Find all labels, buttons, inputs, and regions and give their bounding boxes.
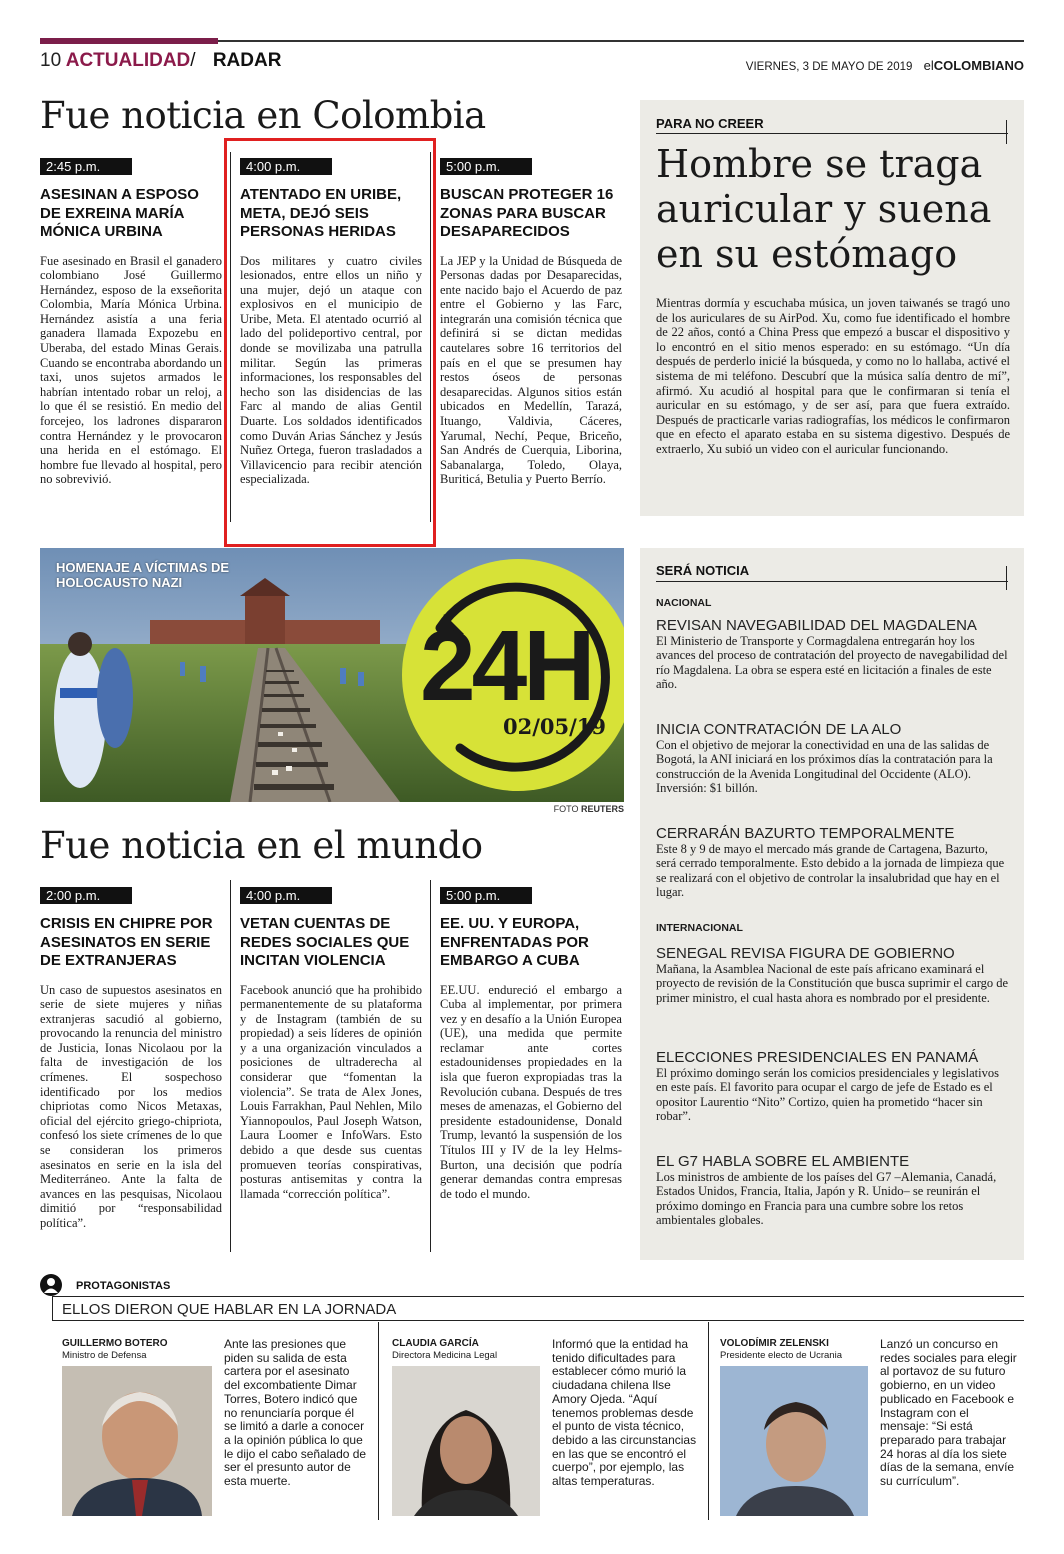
protagonist-portrait <box>62 1366 212 1516</box>
colombia-story-1 <box>40 158 222 487</box>
sera-noticia-item <box>656 945 1010 1005</box>
brand-name: COLOMBIANO <box>933 58 1024 73</box>
item-body: Los ministros de ambiente de los países del G7 –Alemania, Canadá, Estados Unidos, Francia, Italia, Japón y R. Unido– se reunirán el próximo domingo en Francia para una cumbre sobre los retos ambientales globales. <box>656 1170 997 1228</box>
story-headline: EE. UU. Y EUROPA, ENFRENTADAS POR EMBARGO A CUBA <box>440 915 589 969</box>
sera-noticia-item <box>656 1049 1010 1124</box>
header-accent-bar <box>40 38 218 44</box>
item-body: El Ministerio de Transporte y Cormagdalena entregarán hoy los avances del proceso de contratación del proyecto de navegabilidad del río Magdalena. La obra se espera esté en licitación a finales de este año. <box>656 634 1008 692</box>
story-headline: BUSCAN PROTEGER 16 ZONAS PARA BUSCAR DESAPARECIDOS <box>440 186 614 240</box>
story-body: Un caso de supuestos asesinatos en serie de siete mujeres y niñas extranjeras sacudió al gobierno, provocando la renuncia del ministro de Justicia, Ionas Nicolaou por la falta de investigación de los crímenes. El sospechoso identificado por los medios chipriotas como Nicos Metaxas, oficial del ejército griego-chipriota, confesó los siete crímenes de lo que se consideran los primeros asesinatos en serie en la isla del Mediterráneo. Ante la falta de avances en las pesquisas, Nicolaou dimitió por “responsabilidad política”. <box>40 982 222 1230</box>
protagonistas-rule <box>52 1296 53 1320</box>
story-body: EE.UU. endureció el embargo a Cuba al implementar, por primera vez y en desafío a la Unión Europea (UE), una medida que permite reclamar ante cortes estadounidenses propiedades en la isla que fueron expropiadas tras la Revolución cubana. Después de tres meses de amenazas, el Gobierno del presidente estadounidense, Donald Trump, levantó la suspensión de los Títulos III y IV de la ley Helms-Burton, una decisión que podría generar demandas contra empresas de todo el mundo. <box>440 982 622 1201</box>
item-body: El próximo domingo serán los comicios presidenciales y legislativos en este país. El favorito para ocupar el cargo de jefe de Estado es el opositor Laurentio “Nito” Cortizo, quien ha prometido “hacer sin robar”. <box>656 1066 999 1124</box>
protagonist-quote: Ante las presiones que piden su salida de esta cartera por el asesinato del excombatiente Dimar Torres, Botero indicó que no renunciaría porque él se limitó a darle a conocer a la opinión pública lo que le dijo el cabo señalado de ser el presunto autor de esta muerte. <box>224 1337 367 1489</box>
story-body: Dos militares y cuatro civiles lesionados, entre ellos un niño y una mujer, dejó un ataque con explosivos en el municipio de Uribe, Meta. El atentado ocurrió al lado del polideportivo central, por donde se movilizaba una patrulla militar. Según las primeras informaciones, los responsables del hecho son las disidencias de las Farc al mando de alias Gentil Duarte. Los soldados identificados como Duván Arias Sánchez y Jesús Nuñez Ortega, fueron trasladados a Villavicencio para recibir atención especializada. <box>240 253 422 487</box>
column-divider <box>230 880 231 1252</box>
protagonist-portrait <box>720 1366 868 1516</box>
badge-24h: 24H <box>420 610 592 722</box>
sera-noticia-item <box>656 825 1010 900</box>
story-headline: ASESINAN A ESPOSO DE EXREINA MARÍA MÓNICA URBINA <box>40 186 199 240</box>
para-no-creer-body: Mientras dormía y escuchaba música, un joven taiwanés se tragó uno de los auriculares de su AirPod. Xu, como fue identificado el hombre de 22 años, contó a China Press que empezó a buscar el dispositivo y lo encontró en el sitio menos esperado: en su estómago. “Un día después de perderlo inicié la búsqueda, y como no lo hallaba, activé el sistema de mi teléfono. Descubrí que la música salía dentro de mí”, afirmó. Xu acudió al hospital para que le confirmaran si tenía el auricular en su estómago, y de ser así, para que fuera extraído. Después de practicarle varias radiografías, los médicos le confirmaron que en efecto el aparato estaba en su sistema digestivo. Después de extraerlo, Xu subió un video con el auricular funcionando. <box>656 296 1010 456</box>
para-no-creer-label: PARA NO CREER <box>656 116 764 131</box>
time-tag: 2:00 p.m. <box>40 887 132 904</box>
item-headline: CERRARÁN BAZURTO TEMPORALMENTE <box>656 825 955 842</box>
story-body: Facebook anunció que ha prohibido permanentemente de su plataforma y de Instagram (también de su propiedad) a seis líderes de opinión y a una organización vinculados a posiciones de ultraderecha al considerar que “fomentan la violencia”. Se trata de Alex Jones, Louis Farrakhan, Paul Nehlen, Milo Yiannopoulos, Paul Joseph Watson, Laura Loomer e InfoWars. Esto debido a que desde sus cuentas promueven teorías conspirativas, posturas antisemitas y contra la llamada “corrección política”. <box>240 982 422 1201</box>
protagonist-role: Ministro de Defensa <box>62 1350 147 1361</box>
section-name: ACTUALIDAD <box>65 50 191 71</box>
internacional-label: INTERNACIONAL <box>656 922 743 934</box>
colombia-story-3 <box>440 158 622 487</box>
panel-rule <box>656 133 1008 134</box>
item-headline: REVISAN NAVEGABILIDAD DEL MAGDALENA <box>656 617 977 634</box>
sera-noticia-label: SERÁ NOTICIA <box>656 563 750 578</box>
subsection-name: RADAR <box>212 50 282 71</box>
sera-noticia-item <box>656 1153 1010 1228</box>
protagonistas-rule <box>52 1320 1024 1321</box>
column-divider <box>378 1322 379 1520</box>
protagonist-role: Directora Medicina Legal <box>392 1350 498 1361</box>
time-tag: 5:00 p.m. <box>440 887 532 904</box>
dateline <box>746 58 1024 73</box>
photo-caption: HOMENAJE A VÍCTIMAS DE HOLOCAUSTO NAZI <box>56 560 230 590</box>
mundo-story-2 <box>240 887 422 1201</box>
issue-date: VIERNES, 3 DE MAYO DE 2019 <box>745 61 913 73</box>
story-body: La JEP y la Unidad de Búsqueda de Personas dadas por Desaparecidas, ente nacido bajo el Acuerdo de paz entre el Gobierno y las Farc, integrarán una comisión técnica que definirá si se dictan medidas cautelares sobre 16 territorios del país en el que se presumen hay restos óseos de personas desaparecidas. Algunos sitios están ubicados en Medellín, Tarazá, Ituango, Valdivia, Cáceres, Yarumal, Nechí, Peque, Briceño, San Andrés de Cuerquia, Liborina, Sabanalarga, Toledo, Olaya, Buriticá, Betulia y Puerto Berrío. <box>440 253 622 487</box>
protagonist-name: VOLODÍMIR ZELENSKI <box>720 1338 829 1349</box>
brand-prefix: el <box>923 58 934 73</box>
time-tag: 5:00 p.m. <box>440 158 532 175</box>
section-separator: / <box>190 50 196 71</box>
page-number: 10 <box>40 50 62 71</box>
story-body: Fue asesinado en Brasil el ganadero colombiano José Guillermo Hernández, esposo de la exseñorita Colombia, María Mónica Urbina. Hernández asistía a una feria ganadera llamada Expozebu en Uberaba, del estado Minas Gerais. Cuando se encontraba abordando un taxi, unos sujetos armados le habrían intentado robar un reloj, a lo que él se resistió. En medio del forcejeo, los ladrones dispararon contra Hernández y le provocaron una herida en el estómago. El hombre fue llevado al hospital, pero no sobrevivió. <box>40 253 222 487</box>
item-headline: INICIA CONTRATACIÓN DE LA ALO <box>656 721 902 738</box>
item-body: Mañana, la Asamblea Nacional de este país africano examinará el proyecto de revisión de la Constitución que busca suprimir el cargo de primer ministro, el cual hasta ahora es nombrado por el presidente. <box>656 962 1009 1005</box>
item-headline: SENEGAL REVISA FIGURA DE GOBIERNO <box>656 945 955 962</box>
story-headline: CRISIS EN CHIPRE POR ASESINATOS EN SERIE DE EXTRANJERAS <box>40 915 213 969</box>
protagonist-quote: Lanzó un concurso en redes sociales para elegir al portavoz de su futuro gobierno, en un video publicado en Facebook e Instagram con el mensaje: “Si está preparado para trabajar 24 horas al día los siete días de la semana, envíe su currículum”. <box>880 1337 1017 1489</box>
photo-credit-source: REUTERS <box>580 804 624 814</box>
item-headline: EL G7 HABLA SOBRE EL AMBIENTE <box>656 1153 910 1170</box>
item-body: Este 8 y 9 de mayo el mercado más grande de Cartagena, Bazurto, será cerrado temporalmente. Esto debido a la jornada de limpieza que se realizará con el objetivo de controlar la insalubridad que hay en el lugar. <box>656 842 1005 900</box>
time-tag: 4:00 p.m. <box>240 158 332 175</box>
column-divider <box>708 1322 709 1520</box>
person-icon <box>40 1274 62 1296</box>
highlight-box <box>224 138 436 547</box>
panel-rule <box>1006 566 1007 590</box>
nacional-label: NACIONAL <box>656 597 712 609</box>
story-headline: VETAN CUENTAS DE REDES SOCIALES QUE INCITAN VIOLENCIA <box>240 915 410 969</box>
protagonist-name: CLAUDIA GARCÍA <box>392 1338 479 1349</box>
protagonist-quote: Informó que la entidad ha tenido dificultades para establecer cómo murió la ciudadana chilena Ilse Amory Ojeda. “Aquí tenemos problemas desde el punto de vista técnico, debido a las circunstancias en las que se encontró el cuerpo”, por ejemplo, las altas temperaturas. <box>552 1337 697 1489</box>
protagonist-name: GUILLERMO BOTERO <box>62 1338 168 1349</box>
photo-credit <box>554 804 624 814</box>
photo-credit-prefix: FOTO <box>553 804 579 814</box>
protagonist-role: Presidente electo de Ucrania <box>720 1350 842 1361</box>
time-tag: 4:00 p.m. <box>240 887 332 904</box>
panel-rule <box>656 581 1008 582</box>
mundo-story-1 <box>40 887 222 1231</box>
section-header <box>40 50 281 72</box>
protagonistas-subtitle: ELLOS DIERON QUE HABLAR EN LA JORNADA <box>62 1301 397 1318</box>
protagonistas-rule <box>52 1296 1024 1297</box>
brand-logo <box>924 58 1024 73</box>
sera-noticia-item <box>656 721 1010 796</box>
protagonistas-label: PROTAGONISTAS <box>76 1280 171 1292</box>
item-body: Con el objetivo de mejorar la conectividad en una de las salidas de Bogotá, la ANI iniciará en los próximos días la contratación para la construcción de la Avenida Longitudinal del Occidente (ALO). Inversión: $1 billón. <box>656 738 993 796</box>
mundo-title: Fue noticia en el mundo <box>40 824 483 867</box>
mundo-story-3 <box>440 887 622 1201</box>
colombia-title: Fue noticia en Colombia <box>40 94 486 137</box>
sera-noticia-item <box>656 617 1010 692</box>
time-tag: 2:45 p.m. <box>40 158 132 175</box>
badge-date: 02/05/19 <box>503 714 607 739</box>
column-divider <box>430 880 431 1252</box>
para-no-creer-title: Hombre se traga auricular y suena en su estómago <box>656 142 992 276</box>
panel-rule <box>1006 120 1007 144</box>
item-headline: ELECCIONES PRESIDENCIALES EN PANAMÁ <box>656 1049 979 1066</box>
story-headline: ATENTADO EN URIBE, META, DEJÓ SEIS PERSONAS HERIDAS <box>240 186 402 240</box>
protagonist-portrait <box>392 1366 540 1516</box>
